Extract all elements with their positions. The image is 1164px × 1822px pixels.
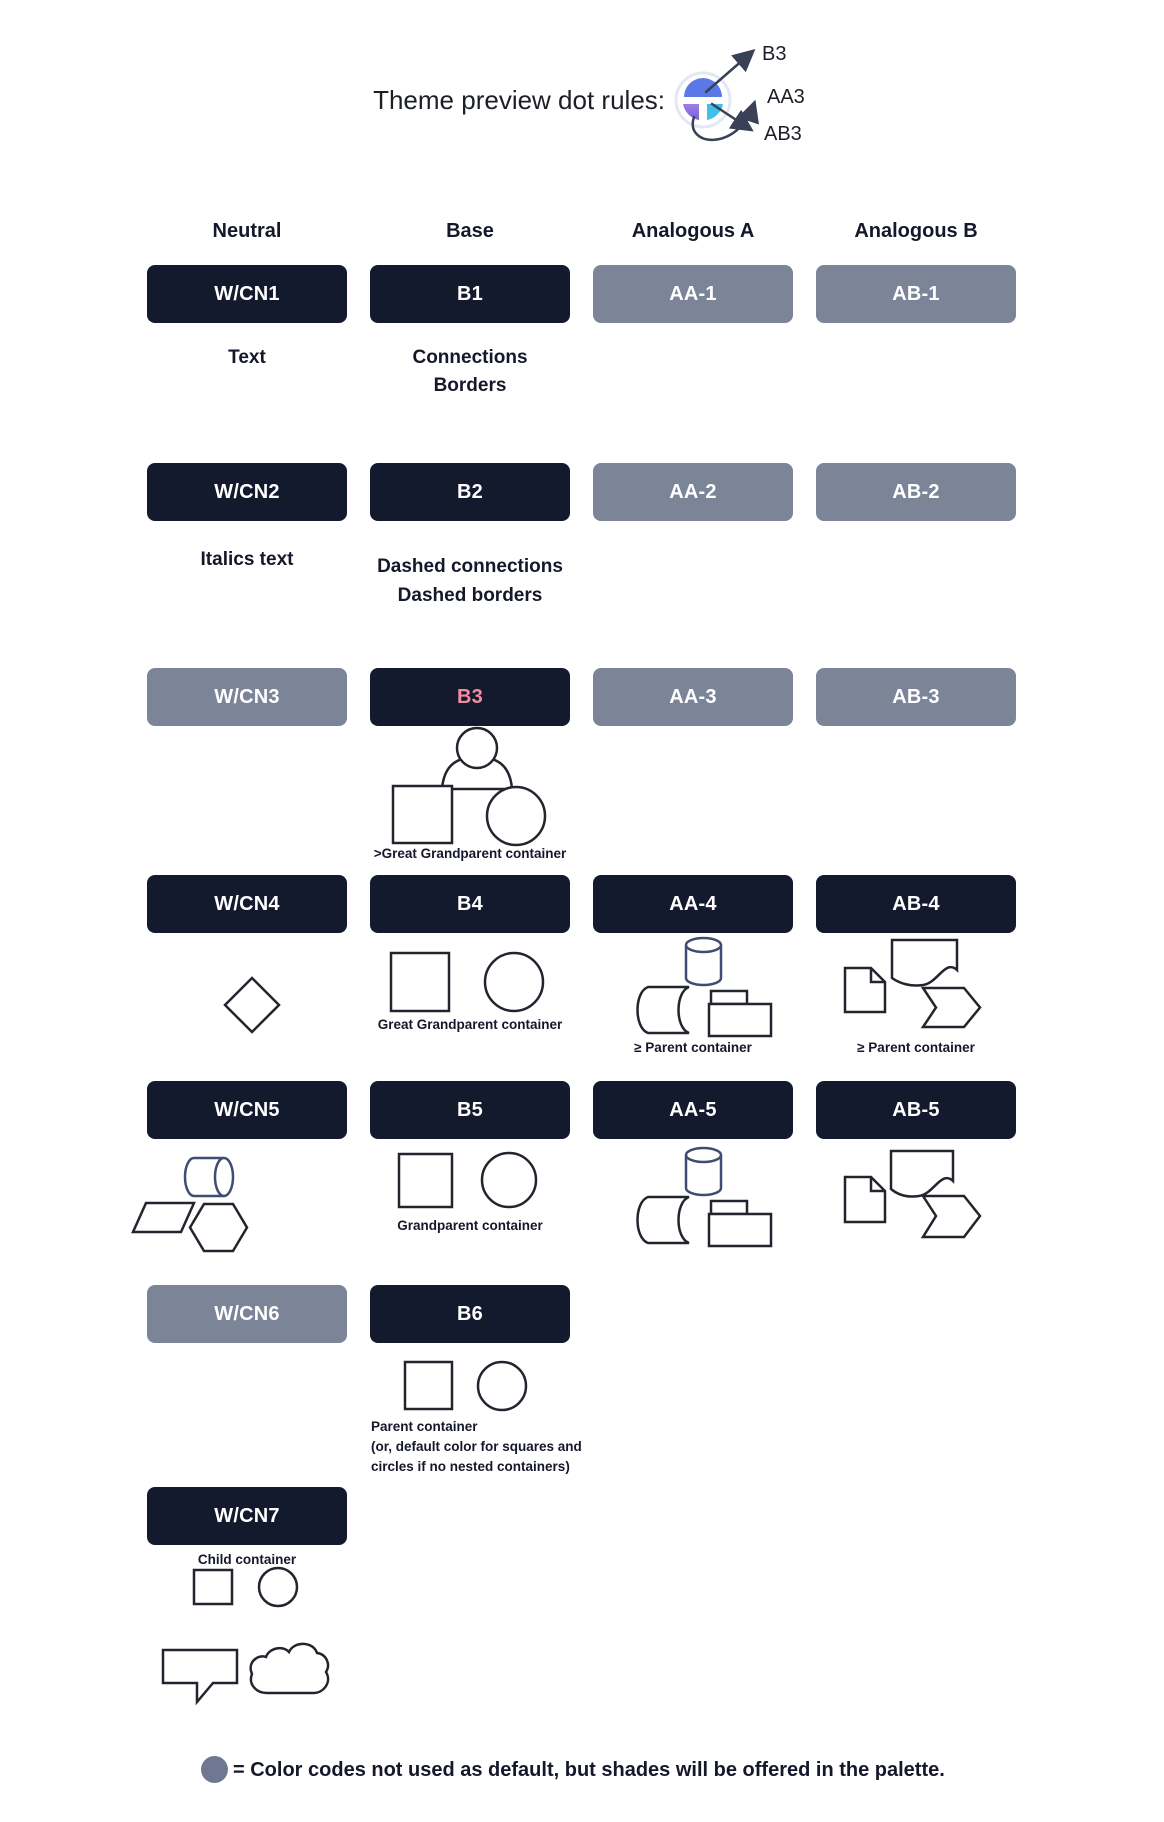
- square-shape-icon: [405, 1362, 452, 1409]
- dot-label-ab3: AB3: [764, 123, 802, 145]
- swatch-ab5: AB-5: [816, 1081, 1016, 1139]
- swatch-b5: B5: [370, 1081, 570, 1139]
- note-great-grandparent: Great Grandparent container: [377, 1017, 563, 1032]
- b3-shapes: [393, 728, 545, 845]
- b5-shapes: [399, 1153, 536, 1207]
- swatch-b4: B4: [370, 875, 570, 933]
- aa5-shapes: [638, 1148, 772, 1246]
- square-shape-icon: [393, 786, 452, 843]
- column-header-base: Base: [446, 220, 494, 242]
- note-parent-default: [371, 1417, 611, 1477]
- swatch-ab1: AB-1: [816, 265, 1016, 323]
- column-header-neutral: Neutral: [212, 220, 282, 242]
- person-head-icon: [457, 728, 497, 768]
- wcn7-shapes: [163, 1568, 328, 1702]
- dot-bottom-left-segment-icon: [683, 104, 699, 120]
- swatch-ab4: AB-4: [816, 875, 1016, 933]
- folder-tab-icon: [711, 991, 747, 1004]
- hexagon-icon: [190, 1204, 247, 1251]
- note-dashed: [360, 552, 580, 610]
- swatch-ab2: AB-2: [816, 463, 1016, 521]
- arrow-to-ab3: [712, 104, 750, 129]
- swatch-aa3: AA-3: [593, 668, 793, 726]
- swatch-wcn3: W/CN3: [147, 668, 347, 726]
- note-connections: Connections: [412, 347, 528, 368]
- circle-shape-icon: [485, 953, 543, 1011]
- swatch-wcn1: W/CN1: [147, 265, 347, 323]
- page-title: Theme preview dot rules:: [373, 85, 665, 115]
- circle-shape-icon: [482, 1153, 536, 1207]
- stored-data-shape-icon: [638, 987, 690, 1033]
- circle-shape-icon: [478, 1362, 526, 1410]
- square-shape-icon: [194, 1570, 232, 1604]
- swatch-aa5: AA-5: [593, 1081, 793, 1139]
- note-parent-line3: circles if no nested containers): [371, 1459, 570, 1474]
- wavy-document-icon: [892, 940, 957, 986]
- column-header-analogous-b: Analogous B: [854, 220, 978, 242]
- swatch-b6: B6: [370, 1285, 570, 1343]
- note-parent-line2: (or, default color for squares and: [371, 1439, 582, 1454]
- square-shape-icon: [399, 1154, 452, 1207]
- note-dashed-borders: Dashed borders: [397, 585, 543, 606]
- legend-dot-icon: [201, 1756, 228, 1783]
- cylinder-top-icon: [686, 1148, 721, 1162]
- circle-shape-icon: [259, 1568, 297, 1606]
- note-dashed-connections: Dashed connections: [377, 556, 563, 577]
- legend-text: = Color codes not used as default, but shades will be offered in the palette.: [233, 1759, 945, 1781]
- dot-label-b3: B3: [762, 43, 787, 65]
- cloud-icon: [251, 1644, 328, 1693]
- swatch-wcn7: W/CN7: [147, 1487, 347, 1545]
- ab4-shapes: [845, 940, 980, 1027]
- note-grandparent: Grandparent container: [397, 1218, 543, 1233]
- note-parent-line1: Parent container: [371, 1419, 478, 1434]
- chevron-banner-icon: [923, 1196, 980, 1237]
- folder-tab-icon: [711, 1201, 747, 1214]
- dot-label-aa3: AA3: [767, 86, 805, 108]
- cylinder-top-icon: [686, 938, 721, 952]
- arrow-to-aa3: [693, 104, 754, 140]
- note-child-container: Child container: [197, 1552, 297, 1567]
- swatch-ab3: AB-3: [816, 668, 1016, 726]
- swatch-wcn2: W/CN2: [147, 463, 347, 521]
- swatch-b3: B3: [370, 668, 570, 726]
- square-shape-icon: [391, 953, 449, 1011]
- diamond-shape-icon: [225, 978, 279, 1032]
- swatch-aa2: AA-2: [593, 463, 793, 521]
- swatch-wcn6: W/CN6: [147, 1285, 347, 1343]
- swatch-b1: B1: [370, 265, 570, 323]
- circle-shape-icon: [487, 787, 545, 845]
- folder-body-icon: [709, 1004, 771, 1036]
- document-folded-corner-icon: [845, 968, 885, 1012]
- aa4-shapes: [638, 938, 772, 1036]
- document-folded-corner-icon: [845, 1177, 885, 1222]
- note-parent-container-aa: ≥ Parent container: [634, 1040, 752, 1055]
- note-parent-container-ab: ≥ Parent container: [857, 1040, 975, 1055]
- arrow-to-b3: [706, 52, 752, 92]
- stored-data-shape-icon: [638, 1197, 690, 1243]
- note-borders: Borders: [433, 375, 507, 396]
- swatch-aa1: AA-1: [593, 265, 793, 323]
- chevron-banner-icon: [923, 988, 980, 1027]
- horizontal-cylinder-cap-icon: [215, 1158, 233, 1196]
- note-italics-text: Italics text: [200, 549, 294, 570]
- swatch-aa4: AA-4: [593, 875, 793, 933]
- b4-shapes: [391, 953, 543, 1011]
- note-connections-borders: [370, 344, 570, 400]
- swatch-wcn4: W/CN4: [147, 875, 347, 933]
- parallelogram-icon: [133, 1203, 194, 1232]
- wcn5-shapes: [133, 1158, 247, 1251]
- wavy-document-icon: [891, 1151, 953, 1197]
- dot-top-segment-icon: [684, 78, 722, 97]
- b6-shapes: [405, 1362, 526, 1410]
- note-text: Text: [228, 347, 266, 368]
- column-header-analogous-a: Analogous A: [631, 220, 755, 242]
- speech-bubble-icon: [163, 1650, 237, 1702]
- folder-body-icon: [709, 1214, 771, 1246]
- swatch-wcn5: W/CN5: [147, 1081, 347, 1139]
- swatch-b2: B2: [370, 463, 570, 521]
- preview-dot-diagram: [676, 52, 754, 140]
- wcn4-shapes: [225, 978, 279, 1032]
- note-great-grandparent-gt: >Great Grandparent container: [373, 846, 567, 861]
- ab5-shapes: [845, 1151, 980, 1237]
